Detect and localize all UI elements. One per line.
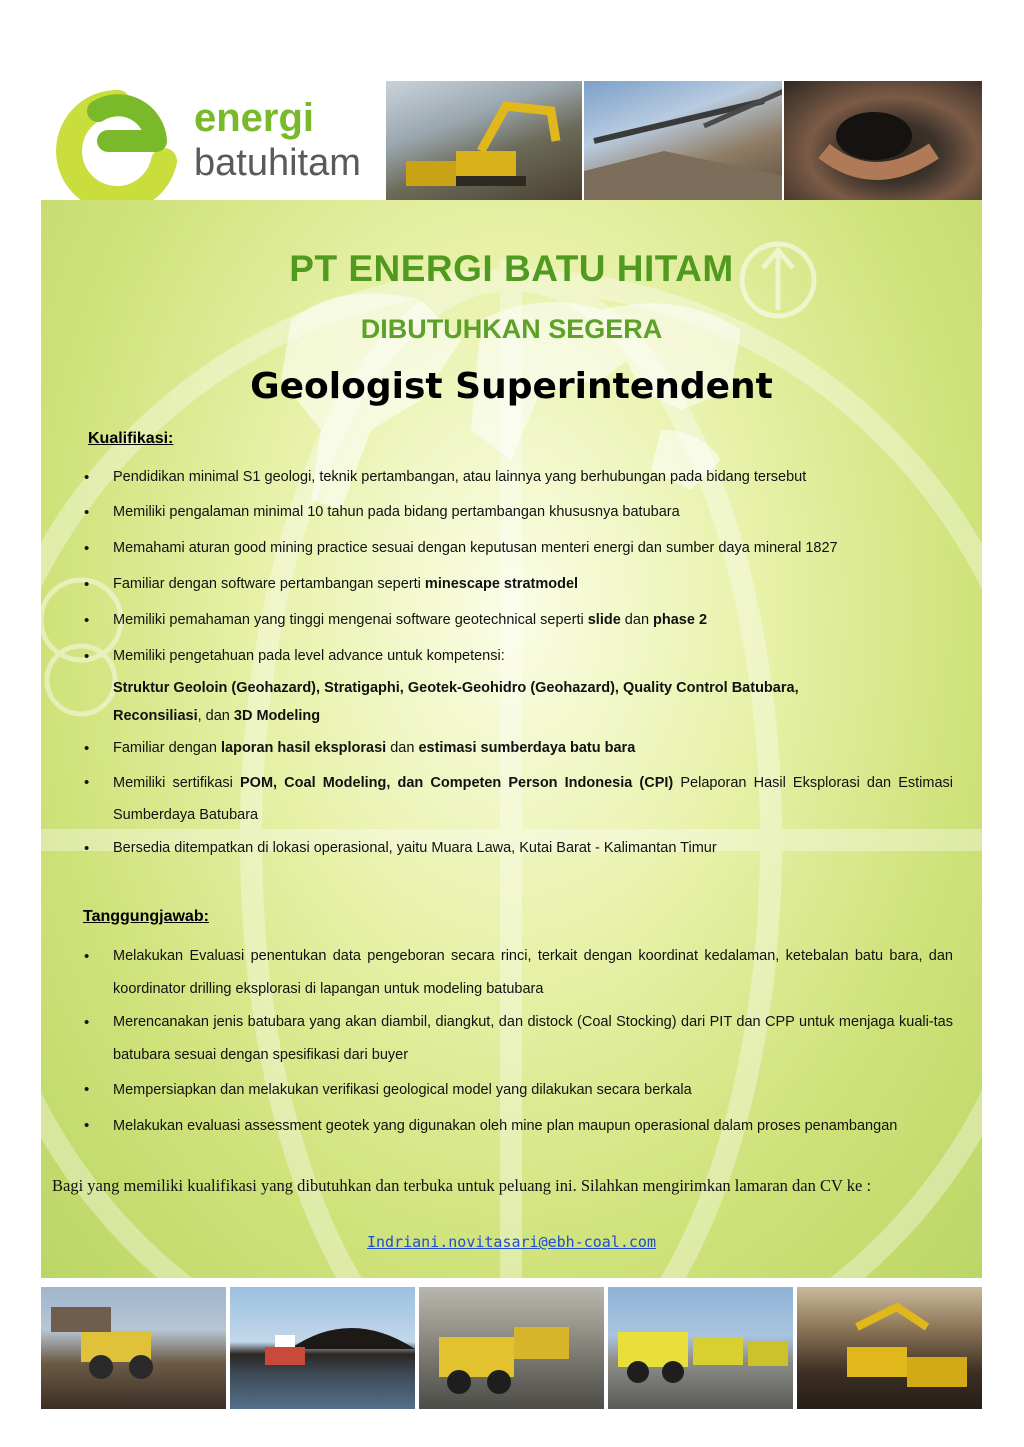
responsibilities-heading: Tanggungjawab: — [83, 908, 209, 925]
coal-conveyor-stockpile-photo — [582, 81, 782, 200]
job-title-heading: Geologist Superintendent — [250, 366, 773, 407]
list-item: • Memiliki pemahaman yang tinggi mengenai software geotechnical seperti slide dan phase 2 — [41, 602, 961, 639]
responsibilities-list — [41, 940, 961, 1144]
qualifications-list — [41, 460, 961, 866]
footer-photo-strip — [41, 1287, 982, 1409]
list-item: • Melakukan Evaluasi penentukan data pengeboran secara rinci, terkait dengan koordinat kedalaman, ketebalan batu bara, dan koordinator drilling eksplorasi di lapangan untuk modeling batubara — [41, 940, 961, 1006]
application-instructions: Bagi yang memiliki kualifikasi yang dibutuhkan dan terbuka untuk peluang ini. Silahkan mengirimkan lamaran dan CV ke : — [52, 1176, 872, 1195]
list-item: • Memiliki pengetahuan pada level advance untuk kompetensi: Struktur Geoloin (Geohazard), Stratigaphi, Geotek-Geohidro (Geohazard), Quality Control Batubara, Reconsiliasi, dan 3D Modeling — [41, 639, 961, 730]
company-name-heading: PT ENERGI BATU HITAM — [289, 248, 734, 289]
list-item: • Memahami aturan good mining practice sesuai dengan keputusan menteri energi dan sumber daya mineral 1827 — [41, 530, 961, 567]
list-item: • Familiar dengan laporan hasil eksplorasi dan estimasi sumberdaya batu bara — [41, 730, 961, 767]
yellow-haul-trucks-fleet-photo — [608, 1287, 793, 1409]
contact-email — [41, 1233, 982, 1251]
qualifications-heading: Kualifikasi: — [88, 430, 174, 447]
coal-barge-tugboat-photo — [230, 1287, 415, 1409]
job-poster — [41, 200, 982, 1278]
list-item: • Merencanakan jenis batubara yang akan diambil, diangkut, dan distock (Coal Stocking) dari PIT dan CPP untuk menjaga kuali-tas batubara sesuai dengan spesifikasi dari buyer — [41, 1006, 961, 1072]
logo-word-energi: energi — [194, 96, 315, 140]
excavator-loading-truck-photo — [384, 81, 582, 200]
wheel-loader-coal-yard-photo — [41, 1287, 226, 1409]
energi-batuhitam-logo-icon — [46, 81, 384, 200]
logo-word-batuhitam: batuhitam — [194, 142, 361, 184]
list-item: • Melakukan evaluasi assessment geotek yang digunakan oleh mine plan maupun operasional dalam proses penambangan — [41, 1108, 961, 1144]
list-item: • Familiar dengan software pertambangan seperti minescape stratmodel — [41, 567, 961, 602]
company-logo — [46, 81, 384, 200]
hands-holding-coal-photo — [782, 81, 982, 200]
header-banner — [46, 81, 982, 200]
email-link[interactable]: Indriani.novitasari@ebh-coal.com — [367, 1233, 656, 1251]
list-item: • Memiliki sertifikasi POM, Coal Modeling, dan Competen Person Indonesia (CPI) Pelaporan Hasil Eksplorasi dan Estimasi Sumberdaya Batubara — [41, 767, 961, 831]
list-item: • Mempersiapkan dan melakukan verifikasi geological model yang dilakukan secara berkala — [41, 1072, 961, 1108]
haul-trucks-dusty-road-photo — [419, 1287, 604, 1409]
list-item: • Pendidikan minimal S1 geologi, teknik pertambangan, atau lainnya yang berhubungan pada bidang tersebut — [41, 460, 961, 495]
urgent-hiring-subtitle: DIBUTUHKAN SEGERA — [360, 314, 663, 344]
excavator-coal-pit-photo — [797, 1287, 982, 1409]
list-item: • Memiliki pengalaman minimal 10 tahun pada bidang pertambangan khususnya batubara — [41, 495, 961, 530]
list-item: • Bersedia ditempatkan di lokasi operasional, yaitu Muara Lawa, Kutai Barat - Kalimantan Timur — [41, 831, 961, 866]
